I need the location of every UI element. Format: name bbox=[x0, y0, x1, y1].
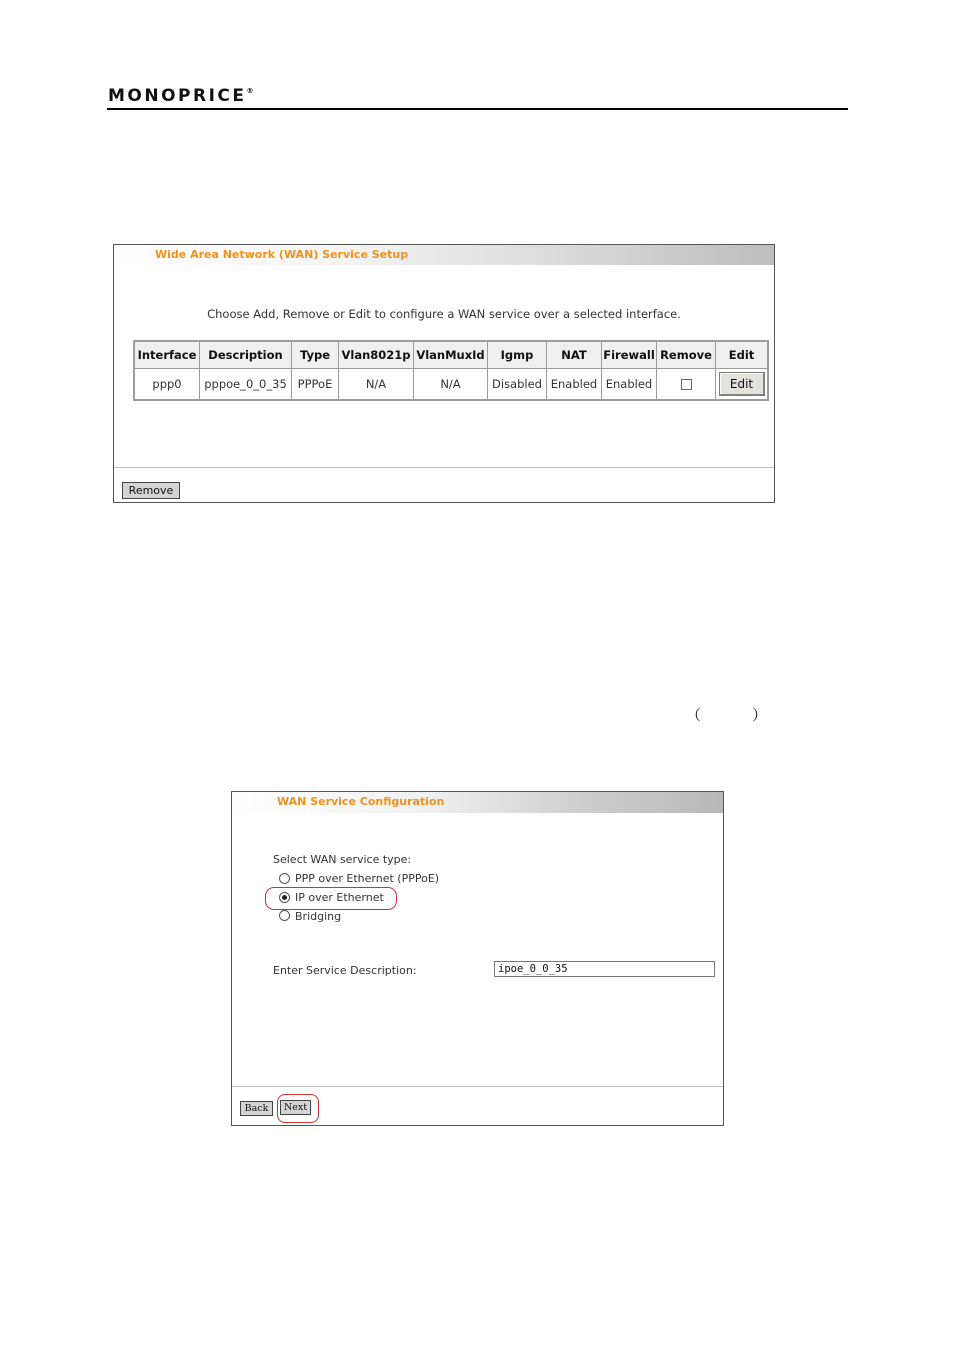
table-row bbox=[134, 369, 768, 401]
wan-config-title: WAN Service Configuration bbox=[277, 795, 445, 808]
cell-vlan8021p: N/A bbox=[339, 369, 414, 401]
cell-nat: Enabled bbox=[547, 369, 602, 401]
remove-button[interactable]: Remove bbox=[122, 482, 180, 499]
col-header-remove: Remove bbox=[657, 341, 716, 369]
option-bridging-label: Bridging bbox=[295, 910, 342, 923]
wan-setup-titlebar bbox=[114, 245, 774, 265]
col-header-vlanmuxid: VlanMuxId bbox=[414, 341, 488, 369]
col-header-edit: Edit bbox=[716, 341, 769, 369]
brand-text: MONOPRICE bbox=[108, 86, 247, 106]
header-rule bbox=[107, 108, 848, 110]
paren-open: （ bbox=[686, 706, 702, 724]
wan-services-table bbox=[133, 340, 769, 401]
back-button[interactable]: Back bbox=[240, 1101, 273, 1116]
cell-firewall: Enabled bbox=[602, 369, 657, 401]
option-pppoe-label: PPP over Ethernet (PPPoE) bbox=[295, 872, 440, 885]
cell-description: pppoe_0_0_35 bbox=[200, 369, 292, 401]
col-header-type: Type bbox=[292, 341, 339, 369]
wan-config-panel bbox=[231, 791, 724, 1126]
wan-config-divider bbox=[232, 1086, 723, 1087]
table-header-row bbox=[134, 341, 768, 369]
paren-close: ） bbox=[752, 706, 768, 724]
col-header-igmp: Igmp bbox=[488, 341, 547, 369]
radio-pppoe[interactable] bbox=[279, 873, 290, 884]
service-description-label: Enter Service Description: bbox=[273, 964, 417, 977]
cell-remove bbox=[657, 369, 716, 401]
brand-logo bbox=[108, 86, 254, 106]
edit-button[interactable]: Edit bbox=[719, 372, 765, 396]
cell-igmp: Disabled bbox=[488, 369, 547, 401]
cell-edit bbox=[716, 369, 769, 401]
cell-type: PPPoE bbox=[292, 369, 339, 401]
cell-interface: ppp0 bbox=[134, 369, 200, 401]
col-header-description: Description bbox=[200, 341, 292, 369]
option-ipoe-label: IP over Ethernet bbox=[295, 891, 384, 904]
wan-setup-instruction: Choose Add, Remove or Edit to configure a WAN service over a selected interface. bbox=[207, 307, 681, 321]
radio-ipoe[interactable] bbox=[279, 892, 290, 903]
cell-vlanmuxid: N/A bbox=[414, 369, 488, 401]
wan-setup-divider bbox=[114, 467, 774, 468]
col-header-interface: Interface bbox=[134, 341, 200, 369]
col-header-firewall: Firewall bbox=[602, 341, 657, 369]
col-header-nat: NAT bbox=[547, 341, 602, 369]
wan-setup-title: Wide Area Network (WAN) Service Setup bbox=[155, 248, 409, 261]
wan-config-titlebar bbox=[232, 792, 723, 813]
next-button[interactable]: Next bbox=[280, 1100, 311, 1115]
col-header-vlan8021p: Vlan8021p bbox=[339, 341, 414, 369]
radio-bridging[interactable] bbox=[279, 910, 290, 921]
service-type-label: Select WAN service type: bbox=[273, 853, 412, 866]
service-description-input[interactable]: ipoe_0_0_35 bbox=[494, 961, 715, 977]
wan-setup-panel bbox=[113, 244, 775, 503]
registered-mark: ® bbox=[246, 87, 254, 95]
remove-checkbox[interactable] bbox=[681, 379, 692, 390]
